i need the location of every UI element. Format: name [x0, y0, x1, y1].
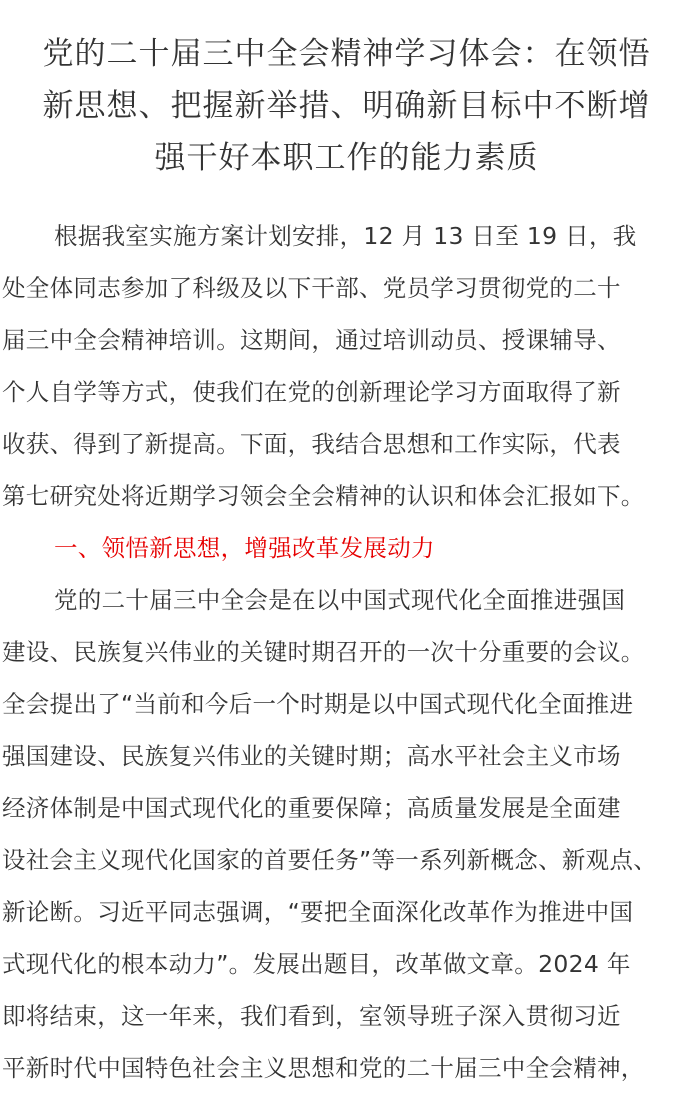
text-line: 经济体制是中国式现代化的重要保障；高质量发展是全面建 — [2, 794, 621, 822]
text-line: 强国建设、民族复兴伟业的关键时期；高水平社会主义市场 — [2, 742, 621, 770]
text-line: 处全体同志参加了科级及以下干部、党员学习贯彻党的二十 — [2, 274, 621, 302]
text-line: 即将结束，这一年来，我们看到，室领导班子深入贯彻习近 — [2, 1002, 621, 1030]
text-line: 个人自学等方式，使我们在党的创新理论学习方面取得了新 — [2, 378, 621, 406]
text-line: 届三中全会精神培训。这期间，通过培训动员、授课辅导、 — [2, 326, 621, 354]
document-title — [0, 28, 693, 184]
text-line: 新论断。习近平同志强调，“要把全面深化改革作为推进中国 — [2, 898, 634, 926]
section-heading: 一、领悟新思想，增强改革发展动力 — [54, 534, 435, 562]
text-line: 式现代化的根本动力”。发展出题目，改革做文章。2024 年 — [2, 950, 631, 978]
title-line: 党的二十届三中全会精神学习体会：在领悟 — [42, 36, 651, 72]
text-line: 全会提出了“当前和今后一个时期是以中国式现代化全面推进 — [2, 690, 634, 718]
document-body — [0, 210, 693, 1094]
text-line: 收获、得到了新提高。下面，我结合思想和工作实际，代表 — [2, 430, 621, 458]
text-line: 建设、民族复兴伟业的关键时期召开的一次十分重要的会议。 — [2, 638, 645, 666]
text-line: 设社会主义现代化国家的首要任务”等一系列新概念、新观点、 — [2, 846, 658, 874]
paragraph-intro — [0, 210, 693, 522]
text-line: 平新时代中国特色社会主义思想和党的二十届三中全会精神， — [2, 1054, 645, 1082]
title-line: 新思想、把握新举措、明确新目标中不断增 — [42, 88, 651, 124]
paragraph-section-1 — [0, 574, 693, 1094]
text-line: 第七研究处将近期学习领会全会精神的认识和体会汇报如下。 — [2, 482, 645, 510]
text-line: 根据我室实施方案计划安排，12 月 13 日至 19 日，我 — [54, 222, 637, 250]
text-line: 党的二十届三中全会是在以中国式现代化全面推进强国 — [54, 586, 626, 614]
title-line: 强干好本职工作的能力素质 — [154, 140, 539, 176]
